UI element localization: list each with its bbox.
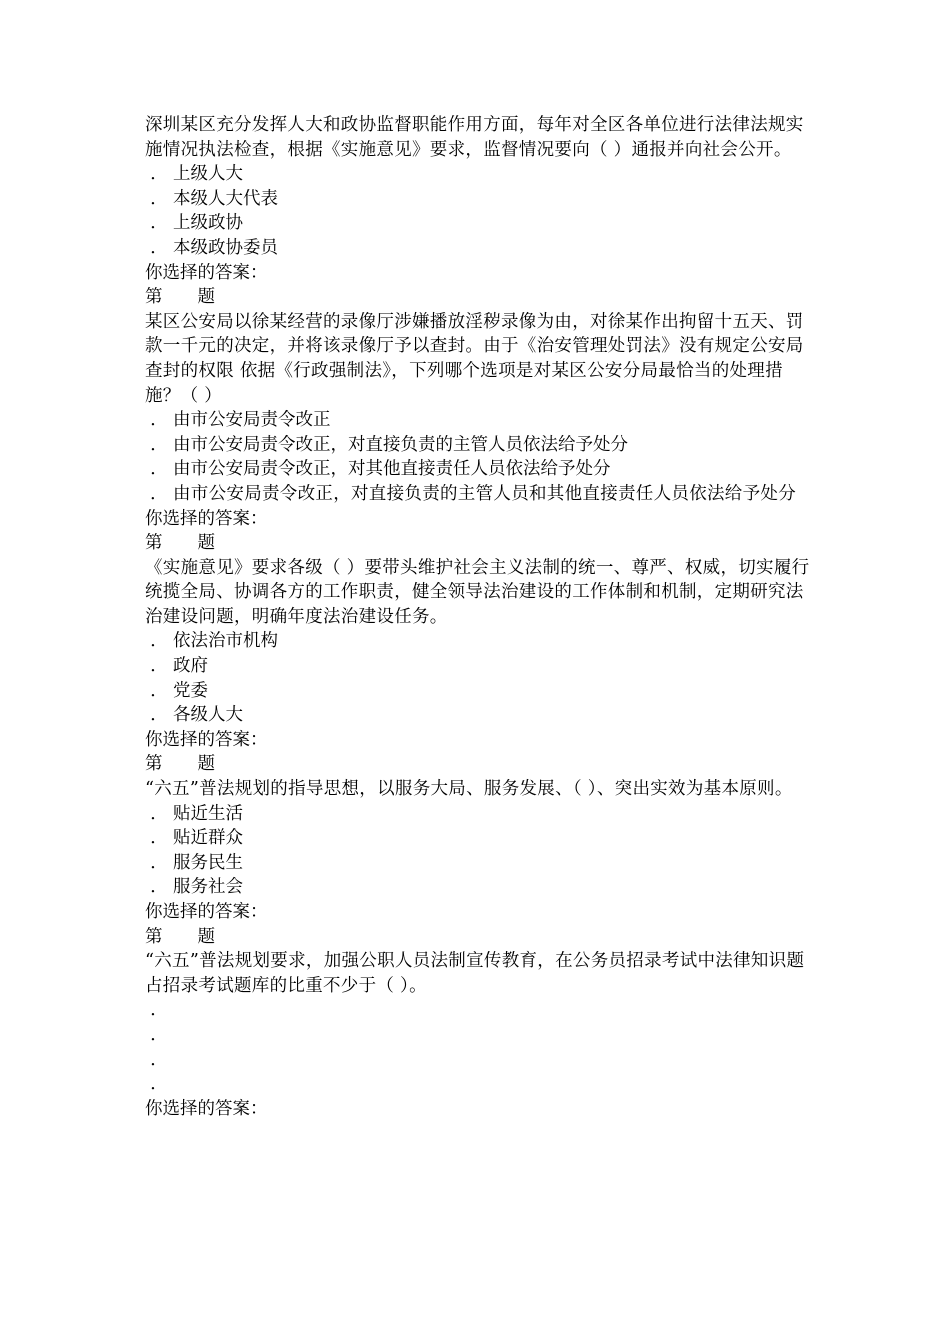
question-block [145,531,815,752]
option-item: ． 由市公安局责令改正，对直接负责的主管人员和其他直接责任人员依法给予处分 [150,483,796,504]
question-text: “六五”普法规划要求，加强公职人员法制宣传教育，在公务员招录考试中法律知识题占招录考试题库的比重不少于（ ）。 [145,951,805,996]
option-item: ． 各级人大 [150,705,243,726]
option-item: ． 由市公安局责令改正 [150,410,331,431]
question-text: 《实施意见》要求各级（ ）要带头维护社会主义法制的统一、尊严、权威，切实履行统揽全局、协调各方的工作职责，健全领导法治建设的工作体制和机制，定期研究法治建设问题，明确年度法治建设任务。 [145,557,810,627]
document-page [145,113,815,1121]
option-item: ． 依法治市机构 [150,631,278,652]
option-item: ． 本级人大代表 [150,188,278,209]
option-item: ． 贴近群众 [150,828,243,849]
option-item: ． [150,1024,168,1045]
option-item: ． [150,1000,168,1021]
question-number: 第 题 [145,754,215,775]
question-block [145,925,815,1122]
option-item: ． 本级政协委员 [150,237,278,258]
option-item: ． 服务民生 [150,852,243,873]
question-text: “六五”普法规划的指导思想，以服务大局、服务发展、（ ）、突出实效为基本原则。 [145,779,793,800]
question-text: 深圳某区充分发挥人大和政协监督职能作用方面，每年对全区各单位进行法律法规实施情况执法检查，根据《实施意见》要求，监督情况要向（ ）通报并向社会公开。 [145,115,804,160]
option-item: ． 贴近生活 [150,803,243,824]
option-item: ． 服务社会 [150,877,243,898]
option-item: ． [150,1074,168,1095]
question-number: 第 题 [145,533,215,554]
question-number: 第 题 [145,926,215,947]
option-item: ． 由市公安局责令改正，对直接负责的主管人员依法给予处分 [150,434,628,455]
answer-label: 你选择的答案： [145,1098,268,1119]
option-item: ． 上级政协 [150,213,243,234]
answer-label: 你选择的答案： [145,729,268,750]
question-block [145,752,815,924]
option-item: ． 由市公安局责令改正，对其他直接责任人员依法给予处分 [150,459,611,480]
question-block [145,285,815,531]
answer-label: 你选择的答案： [145,508,268,529]
option-item: ． 政府 [150,656,208,677]
option-item: ． [150,1049,168,1070]
option-item: ． 党委 [150,680,208,701]
answer-label: 你选择的答案： [145,262,268,283]
question-number: 第 题 [145,287,215,308]
answer-label: 你选择的答案： [145,902,268,922]
question-text: 某区公安局以徐某经营的录像厅涉嫌播放淫秽录像为由，对徐某作出拘留十五天、罚款一千元的决定，并将该录像厅予以查封。由于《治安管理处罚法》没有规定公安局查封的权限 依据《行政强制法》，下列哪个选项是对某区公安分局最恰当的处理措施？（ ） [145,311,804,406]
question-block [145,113,815,285]
option-item: ． 上级人大 [150,164,243,185]
